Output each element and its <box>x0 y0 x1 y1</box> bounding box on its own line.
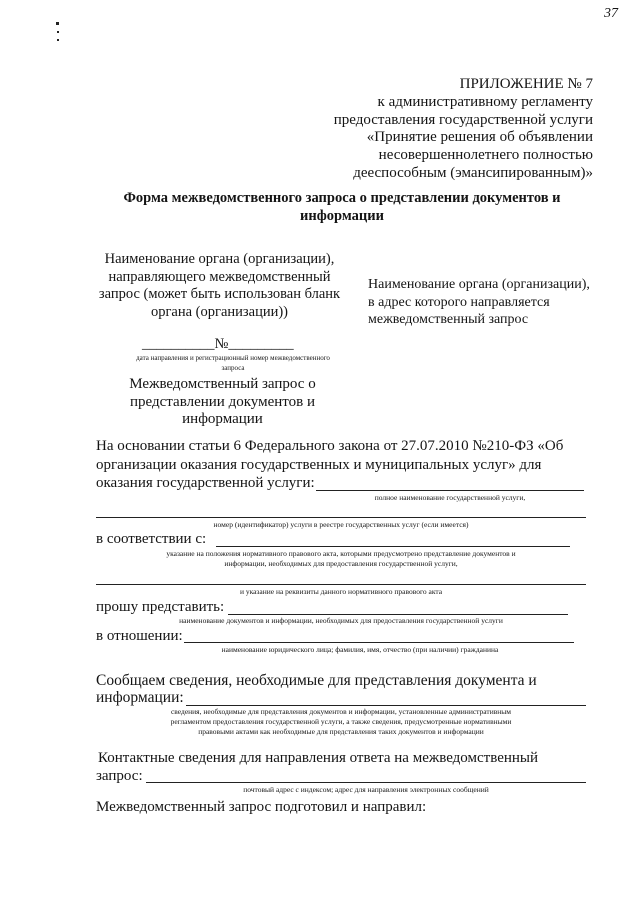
scan-speck <box>57 31 59 33</box>
info-statement: Сообщаем сведения, необходимые для представления документа и <box>96 672 537 689</box>
requested-docs-hint: наименование документов и информации, необходимых для предоставления государственной услуги <box>179 616 503 625</box>
appendix-line: ПРИЛОЖЕНИЕ № 7 <box>459 76 593 92</box>
appendix-line: к административному регламенту <box>377 93 593 110</box>
service-name-hint: полное наименование государственной услуги, <box>374 493 526 502</box>
legal-act-hint: информации, необходимых для предоставления государственной услуги, <box>224 559 458 568</box>
subject-person-hint: наименование юридического лица; фамилия, имя, отчество (при наличии) гражданина <box>221 645 499 654</box>
info-hint: сведения, необходимые для представления документов и информации, установленные административным <box>170 707 512 716</box>
regarding-label: в отношении: <box>96 628 183 644</box>
service-name-field[interactable] <box>316 490 584 491</box>
service-number-field[interactable] <box>96 517 586 518</box>
contact-statement: Контактные сведения для направления ответа на межведомственный <box>98 750 539 766</box>
contact-field[interactable] <box>146 782 586 783</box>
scan-speck <box>57 39 59 41</box>
info-hint: правовыми актами как необходимые для представления таких документов и информации <box>198 727 484 736</box>
sender-organization: Наименование органа (организации), направляющего межведомственный запрос (может быть использован бланк органа (организации)) <box>98 251 341 320</box>
appendix-line: «Принятие решения об объявлении <box>366 129 593 146</box>
page-number: 37 <box>604 6 618 21</box>
appendix-line: предоставления государственной услуги <box>333 111 593 128</box>
date-number-hint: дата направления и регистрационный номер межведомственного запроса <box>136 354 330 372</box>
legal-act-details-field[interactable] <box>96 584 586 585</box>
form-title: Форма межведомственного запроса о представлении документов и информации <box>123 190 561 224</box>
legal-act-field[interactable] <box>216 546 570 547</box>
according-label: в соответствии с: <box>96 531 207 547</box>
appendix-line: несовершеннолетнего полностью <box>378 147 593 164</box>
request-label: прошу представить: <box>96 599 225 615</box>
date-number-line: __________№_________ <box>142 336 294 352</box>
contact-label: запрос: <box>96 768 143 784</box>
service-number-hint: номер (идентификатор) услуги в реестре государственных услуг (если имеется) <box>213 520 469 529</box>
request-doc-title: Межведомственный запрос о представлении документов и информации <box>129 376 316 427</box>
legal-act-hint: указание на положения нормативного правового акта, которыми предусмотрено представление документов и <box>166 549 516 558</box>
info-hint: регламентом предоставления государственной услуги, а также сведения, предусмотренные нормативными <box>170 717 512 726</box>
scan-speck <box>56 22 59 25</box>
requested-docs-field[interactable] <box>228 614 568 615</box>
prepared-by-label: Межведомственный запрос подготовил и направил: <box>96 799 427 815</box>
subject-person-field[interactable] <box>184 642 574 643</box>
info-label: информации: <box>96 689 184 706</box>
appendix-header <box>300 76 593 183</box>
legal-basis-paragraph: На основании статьи 6 Федерального закона от 27.07.2010 №210-ФЗ «Об организации оказания государственных и муниципальных услуг» для оказания государственной услуги: <box>96 438 564 491</box>
contact-hint: почтовый адрес с индексом; адрес для направления электронных сообщений <box>243 785 489 794</box>
appendix-line: дееспособным (эмансипированным)» <box>353 164 593 181</box>
legal-act-details-hint: и указание на реквизиты данного нормативного правового акта <box>239 587 443 596</box>
info-field[interactable] <box>186 705 586 706</box>
recipient-organization: Наименование органа (организации), в адрес которого направляется межведомственный запрос <box>368 277 590 328</box>
